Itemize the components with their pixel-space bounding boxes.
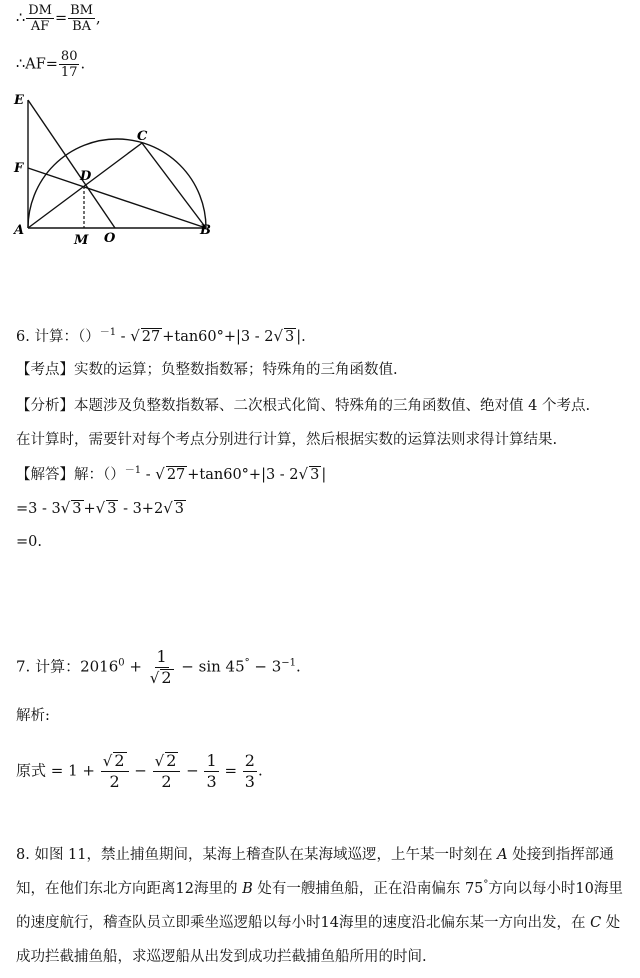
q8-text: 方向以每小时: [488, 881, 576, 897]
exponent: －1: [124, 465, 142, 477]
q7-stem-text: − 3: [249, 657, 282, 676]
denominator: [148, 668, 176, 687]
minus: -: [116, 329, 131, 345]
fraction-sqrt2-2: [153, 752, 181, 791]
numerator: 1: [156, 647, 167, 666]
period: .: [257, 761, 263, 780]
q8-text: 海里的速度航行，稽查队员立即乘坐巡逻船以每小时: [16, 881, 623, 931]
numerator: [101, 752, 129, 772]
therefore-symbol: ∴: [16, 10, 26, 27]
segment-eo: [28, 100, 115, 228]
radical-sign: √: [273, 327, 284, 345]
radical-sign: √: [155, 465, 165, 483]
radical-sign: √: [149, 669, 160, 687]
denominator: 2: [109, 772, 120, 791]
label-d: D: [80, 169, 92, 184]
fraction-dm-af: [26, 4, 54, 33]
q7-stem-text: − sin 45: [176, 657, 245, 676]
segment-fb: [28, 168, 206, 228]
ratio-line: [16, 4, 101, 33]
numerator: BM: [70, 3, 93, 18]
number: 10: [575, 881, 594, 897]
label-o: O: [104, 231, 116, 246]
exponent: 0: [118, 657, 125, 669]
q7-stem: [16, 648, 301, 687]
radical-sign: √: [130, 327, 140, 345]
degree-sign: °: [483, 879, 489, 891]
denominator: BA: [72, 19, 92, 34]
jieda-text: |: [321, 467, 327, 483]
q6-stem-text: |.: [296, 329, 306, 345]
degree-sign: °: [244, 657, 250, 669]
radical-sign: √: [95, 499, 106, 517]
q8-text: 8. 如图 11，禁止捕鱼期间，某海上稽查队在某海域巡逻，上午某一时刻在: [16, 847, 498, 863]
minus: −: [181, 761, 204, 780]
step-text: =3 - 3: [16, 501, 61, 517]
fraction-bm-ba: [68, 4, 95, 33]
jieda-text: +tan60°+|3 - 2: [187, 467, 299, 483]
equals-sign: =: [54, 10, 68, 27]
q8-text: 处有一艘捕鱼船，正在沿南偏东: [252, 881, 465, 897]
denominator: 2: [161, 772, 172, 791]
fraction-1-3: [204, 752, 218, 791]
period: .: [80, 56, 86, 73]
q6-jieda: [16, 464, 326, 485]
jieda-text: 【解答】解：（）: [16, 467, 125, 483]
radical-sign: √: [163, 499, 173, 517]
q8-text: 海里的速度沿北偏东某一方向出发，在: [338, 915, 591, 931]
period: .: [296, 657, 301, 676]
radicand: 3: [174, 501, 184, 517]
exponent: −1: [281, 657, 297, 669]
q8-text: 处成功拦截捕鱼船，求巡逻船从出发到成功拦截捕鱼船所用的时间.: [16, 915, 621, 965]
label-m: M: [74, 233, 89, 248]
q7-answer: [16, 752, 263, 791]
q7-stem-text: 7. 计算：: [16, 657, 81, 676]
denominator: 3: [206, 772, 217, 791]
year: 2016: [80, 657, 119, 676]
minus: −: [129, 761, 152, 780]
q7-jiexi: 解析:: [16, 708, 50, 724]
radicand: 27: [166, 467, 186, 483]
q6-stem: [16, 326, 306, 347]
q6-fenxi-line2: 在计算时，需要针对每个考点分别进行计算，然后根据实数的运算法则求得计算结果.: [16, 432, 558, 448]
numerator: 2: [244, 751, 255, 770]
denominator: 3: [244, 772, 255, 791]
q6-stem-text: 6. 计算：（）: [16, 329, 100, 345]
radical-sign: √: [60, 499, 71, 517]
radicand: 3: [285, 329, 295, 345]
denominator: 17: [60, 65, 78, 80]
q6-step2: =0.: [16, 534, 42, 550]
radical-sign: √: [154, 752, 165, 770]
fraction-sqrt2-2: [101, 752, 129, 791]
q6-fenxi-line1: 【分析】本题涉及负整数指数幂、二次根式化简、特殊角的三角函数值、绝对值 4 个考点.: [16, 398, 591, 414]
radical-sign: √: [102, 752, 113, 770]
comma: ,: [96, 10, 101, 27]
semicircle-arc: [28, 139, 206, 228]
radicand: 3: [107, 501, 117, 517]
plus: +: [83, 501, 96, 517]
answer-text: 原式 = 1 +: [16, 761, 100, 780]
fraction-1-sqrt2: [148, 648, 176, 687]
geometry-figure: [10, 88, 220, 248]
radicand: 2: [166, 751, 177, 770]
q6-kaodian: 【考点】实数的运算；负整数指数幂；特殊角的三角函数值.: [16, 362, 398, 378]
numerator: DM: [28, 3, 52, 18]
q8-text: 海里的: [193, 881, 243, 897]
label-f: F: [14, 161, 24, 176]
af-result-line: [16, 50, 85, 79]
q8-text: 处接到指挥部通知，在他们东北方向距离: [16, 847, 614, 897]
point-b: B: [242, 881, 253, 897]
label-a: A: [14, 223, 25, 238]
radicand: 3: [310, 467, 320, 483]
radicand: 27: [141, 329, 161, 345]
denominator: AF: [30, 19, 50, 34]
radicand: 3: [72, 501, 82, 517]
number: 14: [320, 915, 339, 931]
fraction-80-17: [59, 50, 80, 79]
radicand: 2: [161, 668, 172, 687]
minus: -: [141, 467, 156, 483]
step-text: - 3+2: [118, 501, 164, 517]
radical-sign: √: [298, 465, 309, 483]
label-b: B: [200, 223, 211, 238]
number: 75: [464, 881, 484, 897]
q6-step1: [16, 498, 186, 519]
segment-cb: [142, 143, 206, 228]
label-e: E: [14, 93, 24, 108]
q8-paragraph: [16, 838, 628, 974]
fraction-2-3: [243, 752, 257, 791]
number: 12: [175, 881, 194, 897]
radicand: 2: [114, 751, 125, 770]
segment-ac: [28, 143, 142, 228]
numerator: [153, 752, 181, 772]
numerator: 1: [206, 751, 217, 770]
exponent: －1: [99, 327, 117, 339]
q6-stem-text: +tan60°+|3 - 2: [162, 329, 274, 345]
plus: +: [124, 657, 147, 676]
point-a: A: [497, 847, 508, 863]
point-c: C: [590, 915, 602, 931]
af-prefix: ∴AF=: [16, 56, 58, 73]
label-c: C: [137, 129, 148, 144]
numerator: 80: [60, 49, 78, 64]
equals-sign: =: [219, 761, 242, 780]
